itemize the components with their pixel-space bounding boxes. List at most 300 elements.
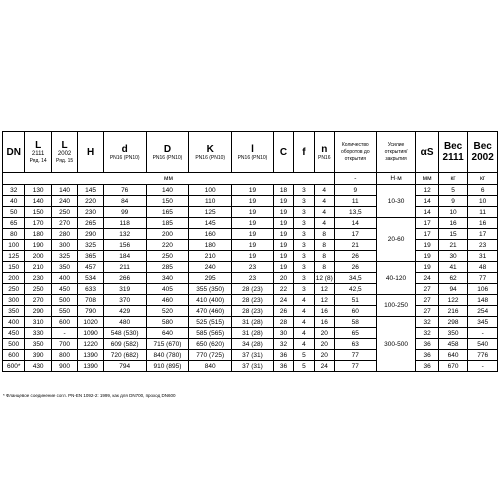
table-cell: 600: [3, 350, 25, 361]
table-cell: 27: [416, 284, 438, 295]
table-cell: 94: [438, 284, 468, 295]
table-row: [3, 350, 498, 361]
table-cell: 19: [416, 240, 438, 251]
table-cell: 3: [294, 284, 314, 295]
table-row: [3, 262, 498, 273]
table-cell: 840 (780): [146, 350, 189, 361]
table-cell: 58: [334, 317, 376, 328]
table-cell: 150: [25, 207, 51, 218]
table-cell: 3: [294, 218, 314, 229]
table-cell: 17: [416, 218, 438, 229]
table-cell: 77: [334, 350, 376, 361]
table-cell: 8: [314, 240, 334, 251]
table-cell: 180: [189, 240, 232, 251]
table-cell: 110: [189, 196, 232, 207]
table-cell: 122: [438, 295, 468, 306]
table-row: [3, 218, 498, 229]
table-cell: 185: [146, 218, 189, 229]
col-effort: Усилие открытия/ закрытия: [376, 132, 416, 173]
table-cell: 580: [146, 317, 189, 328]
table-cell: 500: [51, 295, 77, 306]
table-cell: 1020: [78, 317, 103, 328]
table-cell: 130: [25, 185, 51, 196]
table-cell: 390: [25, 350, 51, 361]
table-cell: 77: [468, 273, 498, 284]
table-cell: 12: [416, 185, 438, 196]
table-cell: -: [51, 328, 77, 339]
table-cell: 3: [294, 251, 314, 262]
table-cell: 14: [416, 196, 438, 207]
table-cell: 350: [51, 262, 77, 273]
table-cell: 790: [78, 306, 103, 317]
table-cell: 3: [294, 262, 314, 273]
table-cell: 794: [103, 361, 146, 372]
table-cell: 410 (400): [189, 295, 232, 306]
table-cell: 534: [78, 273, 103, 284]
col-d-small: d PN16 (PN10): [103, 132, 146, 173]
table-cell: 319: [103, 284, 146, 295]
table-cell: 4: [314, 218, 334, 229]
table-cell: 14: [334, 218, 376, 229]
table-cell: 230: [25, 273, 51, 284]
table-cell: 125: [3, 251, 25, 262]
table-cell: 5: [294, 361, 314, 372]
table-cell: 776: [468, 350, 498, 361]
col-as: αS: [416, 132, 438, 173]
table-cell: 17: [468, 229, 498, 240]
table-cell: 19: [232, 207, 274, 218]
torque-group-cell: 40-120: [376, 262, 416, 295]
table-cell: 36: [416, 350, 438, 361]
table-cell: 10: [468, 196, 498, 207]
table-row: [3, 361, 498, 372]
table-cell: 16: [438, 218, 468, 229]
table-cell: 118: [103, 218, 146, 229]
table-cell: 400: [3, 317, 25, 328]
col-w2111: Вес 2111: [438, 132, 468, 173]
table-cell: 220: [146, 240, 189, 251]
table-cell: 23: [468, 240, 498, 251]
table-cell: 20: [314, 350, 334, 361]
table-cell: 51: [334, 295, 376, 306]
table-cell: 250: [25, 284, 51, 295]
table-cell: 310: [25, 317, 51, 328]
table-cell: 770 (725): [189, 350, 232, 361]
table-cell: 11: [468, 207, 498, 218]
table-cell: 16: [314, 306, 334, 317]
table-cell: 480: [103, 317, 146, 328]
table-cell: 670: [438, 361, 468, 372]
table-cell: 28 (23): [232, 306, 274, 317]
table-cell: 4: [294, 328, 314, 339]
table-cell: 640: [438, 350, 468, 361]
table-cell: 457: [78, 262, 103, 273]
table-cell: 345: [468, 317, 498, 328]
col-c: C: [273, 132, 293, 173]
table-cell: 280: [51, 229, 77, 240]
table-cell: 10: [438, 207, 468, 218]
table-cell: 16: [314, 317, 334, 328]
table-cell: 290: [78, 229, 103, 240]
table-cell: 31 (28): [232, 317, 274, 328]
table-cell: 26: [334, 251, 376, 262]
table-cell: 170: [25, 218, 51, 229]
table-cell: 26: [273, 306, 293, 317]
col-d-large: D PN16 (PN10): [146, 132, 189, 173]
table-cell: 500: [3, 339, 25, 350]
table-cell: 20: [314, 339, 334, 350]
table-cell: 100: [189, 185, 232, 196]
table-cell: 525 (515): [189, 317, 232, 328]
table-cell: 550: [51, 306, 77, 317]
table-cell: 4: [294, 339, 314, 350]
table-cell: 800: [51, 350, 77, 361]
table-cell: 16: [468, 218, 498, 229]
table-cell: 99: [103, 207, 146, 218]
col-l2111: L 2111 Ряд. 14: [25, 132, 51, 173]
table-cell: 3: [294, 229, 314, 240]
table-cell: 19: [273, 196, 293, 207]
table-cell: 18: [273, 185, 293, 196]
unit-turns: -: [334, 173, 376, 185]
table-row: [3, 251, 498, 262]
table-cell: 708: [78, 295, 103, 306]
torque-group-cell: 300-500: [376, 317, 416, 372]
table-cell: 30: [438, 251, 468, 262]
table-cell: 150: [3, 262, 25, 273]
col-n: n PN16: [314, 132, 334, 173]
table-cell: 9: [438, 196, 468, 207]
table-cell: 3: [294, 185, 314, 196]
table-cell: 60: [334, 306, 376, 317]
table-cell: 210: [25, 262, 51, 273]
table-cell: 609 (582): [103, 339, 146, 350]
table-cell: 405: [146, 284, 189, 295]
table-cell: 6: [468, 185, 498, 196]
table-cell: 230: [78, 207, 103, 218]
table-cell: 19: [416, 251, 438, 262]
table-row: [3, 306, 498, 317]
table-cell: 300: [3, 295, 25, 306]
table-cell: 30: [273, 328, 293, 339]
table-cell: 26: [334, 262, 376, 273]
table-cell: 31: [468, 251, 498, 262]
table-cell: 19: [232, 240, 274, 251]
table-cell: 3: [294, 273, 314, 284]
table-cell: 21: [334, 240, 376, 251]
table-cell: 350: [438, 328, 468, 339]
table-cell: 250: [146, 251, 189, 262]
table-row: [3, 295, 498, 306]
table-cell: 265: [78, 218, 103, 229]
table-cell: 19: [232, 251, 274, 262]
table-cell: 1090: [78, 328, 103, 339]
table-cell: 106: [468, 284, 498, 295]
table-cell: 900: [51, 361, 77, 372]
table-cell: 28: [273, 317, 293, 328]
table-cell: 270: [25, 295, 51, 306]
table-cell: 77: [334, 361, 376, 372]
table-cell: 285: [146, 262, 189, 273]
table-cell: 430: [25, 361, 51, 372]
table-cell: 715 (670): [146, 339, 189, 350]
table-cell: 145: [189, 218, 232, 229]
table-cell: 460: [146, 295, 189, 306]
table-cell: 40: [3, 196, 25, 207]
table-cell: 84: [103, 196, 146, 207]
units-row: [3, 173, 498, 185]
table-cell: 41: [438, 262, 468, 273]
table-cell: 1220: [78, 339, 103, 350]
table-cell: 20: [273, 273, 293, 284]
table-cell: 240: [51, 196, 77, 207]
table-cell: 24: [314, 361, 334, 372]
table-cell: 8: [314, 229, 334, 240]
table-cell: 62: [438, 273, 468, 284]
table-cell: 27: [416, 295, 438, 306]
table-cell: 36: [273, 361, 293, 372]
table-cell: 298: [438, 317, 468, 328]
table-cell: 1390: [78, 350, 103, 361]
table-row: [3, 273, 498, 284]
table-cell: 633: [78, 284, 103, 295]
torque-group-cell: 100-250: [376, 295, 416, 317]
table-body: [3, 185, 498, 372]
table-cell: 160: [189, 229, 232, 240]
table-cell: 4: [314, 207, 334, 218]
table-row: [3, 185, 498, 196]
table-cell: 3: [294, 240, 314, 251]
table-cell: 14: [416, 207, 438, 218]
table-cell: 12: [314, 284, 334, 295]
table-cell: 19: [232, 185, 274, 196]
table-cell: 27: [416, 306, 438, 317]
col-turns: Количество оборотов до открытия: [334, 132, 376, 173]
col-w2002: Вес 2002: [468, 132, 498, 173]
table-cell: 19: [232, 218, 274, 229]
table-cell: 350: [25, 339, 51, 350]
table-cell: 720 (682): [103, 350, 146, 361]
table-cell: 132: [103, 229, 146, 240]
table-cell: 28 (23): [232, 284, 274, 295]
table-cell: 100: [3, 240, 25, 251]
table-cell: 19: [273, 207, 293, 218]
unit-weight-2111: кг: [438, 173, 468, 185]
table-cell: 76: [103, 185, 146, 196]
table-cell: 36: [416, 339, 438, 350]
table-cell: 458: [438, 339, 468, 350]
specification-table: [2, 131, 498, 372]
table-cell: 19: [232, 229, 274, 240]
table-cell: 8: [314, 262, 334, 273]
table-cell: 19: [273, 218, 293, 229]
table-cell: 19: [273, 251, 293, 262]
table-cell: 36: [416, 361, 438, 372]
table-cell: 21: [438, 240, 468, 251]
table-cell: 210: [189, 251, 232, 262]
header-row: [3, 132, 498, 173]
table-row: [3, 229, 498, 240]
table-cell: 520: [146, 306, 189, 317]
table-cell: 200: [3, 273, 25, 284]
table-cell: 19: [232, 196, 274, 207]
table-cell: 3: [294, 207, 314, 218]
table-cell: 190: [25, 240, 51, 251]
table-cell: 470 (460): [189, 306, 232, 317]
table-cell: 8: [314, 251, 334, 262]
table-cell: 295: [189, 273, 232, 284]
table-cell: 13,5: [334, 207, 376, 218]
table-cell: 429: [103, 306, 146, 317]
table-cell: 19: [273, 240, 293, 251]
table-cell: 355 (350): [189, 284, 232, 295]
table-cell: 140: [146, 185, 189, 196]
table-cell: -: [468, 361, 498, 372]
table-cell: 148: [468, 295, 498, 306]
table-cell: 32: [3, 185, 25, 196]
col-f: f: [294, 132, 314, 173]
table-cell: 20: [314, 328, 334, 339]
table-cell: 200: [25, 251, 51, 262]
unit-torque: Н·м: [376, 173, 416, 185]
table-cell: 32: [416, 317, 438, 328]
table-cell: 4: [294, 295, 314, 306]
table-cell: 216: [438, 306, 468, 317]
table-cell: 600*: [3, 361, 25, 372]
table-cell: 19: [273, 262, 293, 273]
table-cell: 540: [468, 339, 498, 350]
table-cell: 15: [438, 229, 468, 240]
table-row: [3, 207, 498, 218]
table-cell: 50: [3, 207, 25, 218]
table-cell: 254: [468, 306, 498, 317]
table-cell: 24: [273, 295, 293, 306]
col-h: H: [78, 132, 103, 173]
table-cell: 220: [78, 196, 103, 207]
table-cell: 12: [314, 295, 334, 306]
unit-mm: мм: [3, 173, 335, 185]
table-cell: 200: [146, 229, 189, 240]
table-cell: 290: [25, 306, 51, 317]
table-cell: 80: [3, 229, 25, 240]
table-cell: 325: [51, 251, 77, 262]
table-cell: 840: [189, 361, 232, 372]
table-cell: 400: [51, 273, 77, 284]
table-cell: 240: [189, 262, 232, 273]
table-cell: 585 (565): [189, 328, 232, 339]
table-cell: -: [468, 328, 498, 339]
table-cell: 330: [25, 328, 51, 339]
table-cell: 145: [78, 185, 103, 196]
unit-weight-2002: кг: [468, 173, 498, 185]
table-cell: 250: [51, 207, 77, 218]
table-cell: 300: [51, 240, 77, 251]
table-cell: 150: [146, 196, 189, 207]
table-cell: 1390: [78, 361, 103, 372]
table-row: [3, 328, 498, 339]
table-cell: 365: [78, 251, 103, 262]
col-dn: DN: [3, 132, 25, 173]
table-cell: 650 (620): [189, 339, 232, 350]
table-cell: 17: [416, 229, 438, 240]
table-cell: 910 (895): [146, 361, 189, 372]
table-cell: 11: [334, 196, 376, 207]
table-cell: 4: [314, 185, 334, 196]
table-cell: 48: [468, 262, 498, 273]
table-cell: 266: [103, 273, 146, 284]
table-cell: 640: [146, 328, 189, 339]
unit-as: мм: [416, 173, 438, 185]
table-cell: 350: [3, 306, 25, 317]
col-l: l PN16 (PN10): [232, 132, 274, 173]
table-cell: 65: [3, 218, 25, 229]
table-cell: 4: [294, 317, 314, 328]
table-cell: 700: [51, 339, 77, 350]
table-cell: 250: [3, 284, 25, 295]
table-cell: 156: [103, 240, 146, 251]
table-cell: 548 (530): [103, 328, 146, 339]
table-cell: 370: [103, 295, 146, 306]
table-cell: 211: [103, 262, 146, 273]
table-cell: 270: [51, 218, 77, 229]
table-cell: 36: [273, 350, 293, 361]
table-row: [3, 339, 498, 350]
table-cell: 63: [334, 339, 376, 350]
table-cell: 23: [232, 273, 274, 284]
table-cell: 17: [334, 229, 376, 240]
table-cell: 184: [103, 251, 146, 262]
torque-group-cell: 20-60: [376, 218, 416, 262]
table-cell: 9: [334, 185, 376, 196]
table-cell: 3: [294, 196, 314, 207]
table-row: [3, 284, 498, 295]
table-cell: 32: [416, 328, 438, 339]
table-cell: 34,5: [334, 273, 376, 284]
table-cell: 5: [294, 350, 314, 361]
table-row: [3, 196, 498, 207]
footnote: * Фланцевое соединение согл. PN-EN 1092-2: 1999, как для DN700, проход DN600: [3, 393, 176, 398]
table-cell: 5: [438, 185, 468, 196]
table-cell: 23: [232, 262, 274, 273]
table-cell: 140: [51, 185, 77, 196]
table-cell: 34 (28): [232, 339, 274, 350]
col-l2002: L 2002 Ряд. 15: [51, 132, 77, 173]
table-cell: 37 (31): [232, 350, 274, 361]
table-cell: 19: [416, 262, 438, 273]
table-cell: 4: [294, 306, 314, 317]
table-row: [3, 240, 498, 251]
table-cell: 22: [273, 284, 293, 295]
table-cell: 325: [78, 240, 103, 251]
table-cell: 4: [314, 196, 334, 207]
table-cell: 42,5: [334, 284, 376, 295]
table-cell: 450: [51, 284, 77, 295]
table-cell: 165: [146, 207, 189, 218]
table-cell: 37 (31): [232, 361, 274, 372]
table-cell: 180: [25, 229, 51, 240]
torque-group-cell: 10-30: [376, 185, 416, 218]
table-cell: 24: [416, 273, 438, 284]
table-cell: 31 (28): [232, 328, 274, 339]
table-cell: 12 (8): [315, 274, 333, 282]
table-cell: 140: [25, 196, 51, 207]
table-cell: 450: [3, 328, 25, 339]
table-cell: 19: [273, 229, 293, 240]
table-cell: 600: [51, 317, 77, 328]
table-row: [3, 317, 498, 328]
table-cell: 65: [334, 328, 376, 339]
table-cell: 28 (23): [232, 295, 274, 306]
